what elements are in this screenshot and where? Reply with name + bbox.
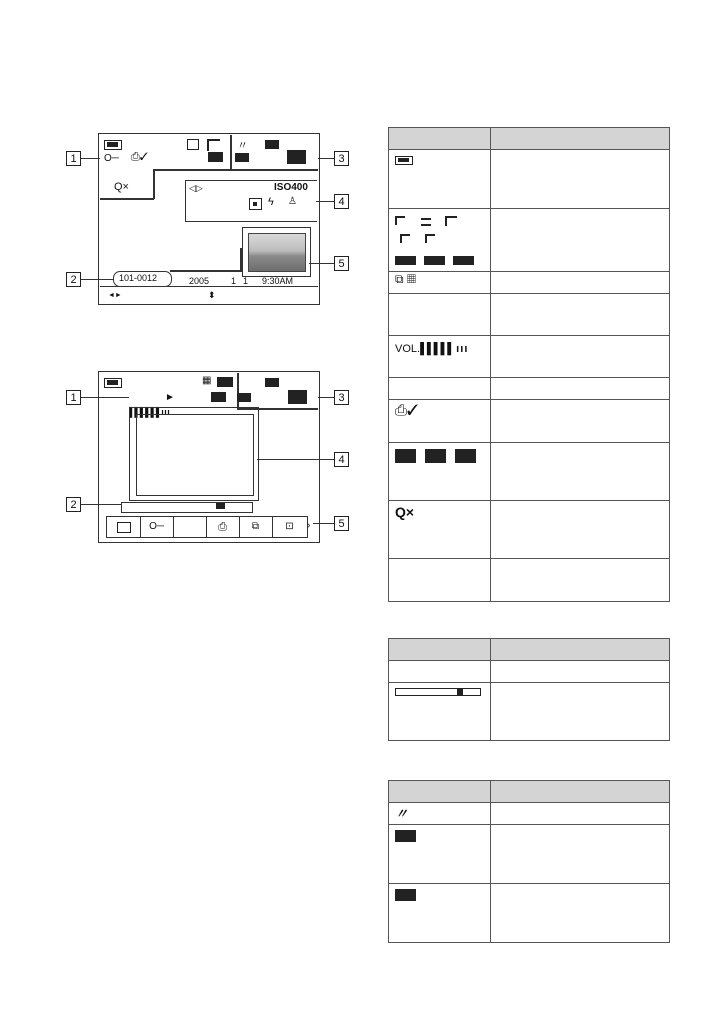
burst-movie-icons: ⧉ ▦: [395, 272, 417, 286]
playback-folder-icon: [237, 393, 251, 402]
slideshow-icon[interactable]: ⧉: [239, 517, 273, 537]
memory-stick-icon: 〃: [395, 806, 409, 821]
memory-stick-icon: 〃: [237, 140, 248, 152]
nav-up-down-icon: ⬍: [208, 290, 216, 300]
table-header: [389, 639, 670, 661]
table-row: [389, 209, 670, 272]
table-row: [389, 294, 670, 336]
burst-icon: [187, 139, 199, 150]
nav-left-right-icon: ◄►: [108, 292, 122, 299]
playback-bar-icon: [395, 687, 484, 701]
callout-1: 1: [66, 151, 81, 166]
wide-icon: ◁▷: [189, 183, 203, 193]
table-row: [389, 400, 670, 443]
image-size-icon: [217, 377, 233, 387]
date-month: 1: [231, 276, 237, 286]
table-header: [389, 128, 670, 150]
indicator-table-3: [388, 780, 670, 943]
recording-folder-icon: [265, 140, 279, 149]
table-row: [389, 803, 670, 825]
movie-icon: ▦: [202, 375, 212, 386]
callout-5: 5: [334, 256, 349, 271]
callout-5: 5: [334, 516, 349, 531]
recording-folder-icon: [265, 378, 279, 387]
table-row: [389, 825, 670, 884]
image-size-icon: [207, 139, 220, 151]
table-row: [389, 336, 670, 378]
folder-change-icon: [211, 392, 226, 402]
internal-memory-icon: [287, 150, 306, 164]
protect-key-icon[interactable]: O─: [140, 517, 174, 537]
table-row: [389, 661, 670, 683]
playback-folder-icon: [235, 153, 249, 162]
playback-folder-icon: [395, 889, 416, 901]
table-row: [389, 378, 670, 400]
table-row: [389, 150, 670, 209]
recording-folder-icon: [395, 830, 416, 842]
image-size-icons: [395, 209, 484, 271]
callout-2: 2: [66, 272, 81, 287]
print-order-icon: ⎙✓: [131, 151, 149, 163]
callout-4: 4: [334, 194, 349, 209]
protect-key-icon: O─: [104, 153, 119, 164]
play-icon: ►: [165, 392, 175, 403]
print-order-icon: ⎙✓: [395, 402, 419, 419]
folder-change-icon: [208, 152, 223, 162]
battery-icon: [395, 156, 413, 165]
movie-toolbar: [106, 516, 311, 538]
table-header: [389, 781, 670, 803]
video-frame-inner: [136, 414, 254, 496]
print-icon[interactable]: ⎙: [206, 517, 240, 537]
zoom-icon: Q×: [114, 181, 129, 193]
file-number: 101-0012: [119, 273, 158, 283]
photo-thumbnail: [248, 233, 306, 272]
battery-icon: [104, 140, 122, 150]
battery-icon: [104, 378, 122, 388]
table-row: [389, 559, 670, 602]
playback-position-marker: [216, 503, 225, 509]
time: 9:30AM: [262, 276, 294, 286]
table-row: [389, 683, 670, 741]
table-row: [389, 272, 670, 294]
callout-4: 4: [334, 452, 349, 467]
blank-slot: [173, 517, 207, 537]
metering-icon: [249, 198, 262, 210]
flash-icon: ϟ: [268, 196, 274, 208]
callout-2: 2: [66, 497, 81, 512]
callout-3: 3: [334, 151, 349, 166]
volume-icon: VOL.▌▌▌▌▌ ı ı ı: [395, 343, 467, 355]
table-row: [389, 884, 670, 943]
table-row: [389, 443, 670, 501]
folder-change-icons: [395, 449, 484, 469]
white-balance-icon: ♙: [288, 196, 297, 207]
callout-1: 1: [66, 390, 81, 405]
volume-label: VOL.: [395, 343, 421, 355]
internal-memory-icon: [288, 390, 307, 404]
trim-icon[interactable]: ⊡: [285, 521, 294, 532]
date-year: 2005: [189, 276, 210, 286]
volume-indicator-icon: ▌▌▌▌▌▌ı ı ı: [129, 407, 169, 417]
iso-label: ISO400: [274, 182, 308, 193]
toolbar-next-arrow-icon: ›: [307, 520, 311, 531]
indicator-table-2: [388, 638, 670, 741]
callout-3: 3: [334, 390, 349, 405]
table-row: [389, 501, 670, 559]
zoom-icon: Q×: [395, 504, 415, 520]
playback-bar: [121, 502, 253, 513]
folder-icon[interactable]: [107, 517, 141, 537]
indicator-table-1: [388, 127, 670, 602]
date-day: 1: [243, 276, 249, 286]
